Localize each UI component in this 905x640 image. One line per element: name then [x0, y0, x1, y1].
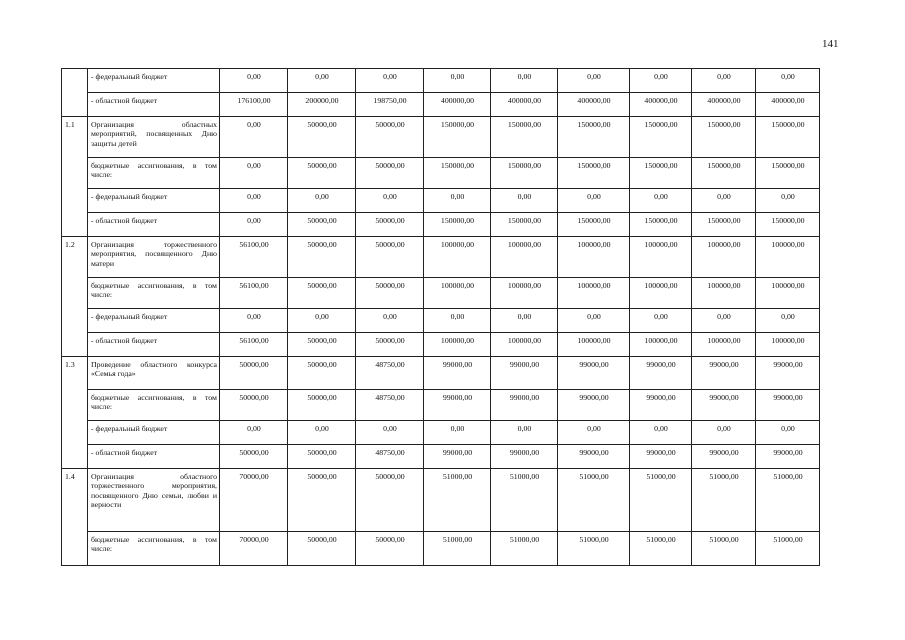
value-cell: 51000,00: [630, 532, 692, 566]
value-cell: 99000,00: [491, 390, 558, 421]
value-cell: 150000,00: [692, 213, 756, 237]
value-cell: 51000,00: [558, 469, 630, 532]
value-cell: 0,00: [424, 189, 491, 213]
value-cell: 0,00: [756, 189, 820, 213]
value-cell: 400000,00: [558, 93, 630, 117]
value-cell: 0,00: [756, 69, 820, 93]
value-cell: 48750,00: [356, 357, 424, 390]
description-cell: - областной бюджет: [88, 213, 220, 237]
value-cell: 400000,00: [630, 93, 692, 117]
value-cell: 56100,00: [220, 278, 288, 309]
value-cell: 0,00: [692, 309, 756, 333]
table-row: [62, 69, 820, 93]
value-cell: 0,00: [220, 69, 288, 93]
value-cell: 150000,00: [692, 117, 756, 158]
value-cell: 0,00: [424, 309, 491, 333]
value-cell: 150000,00: [756, 117, 820, 158]
row-index-cell: 1.3: [62, 357, 88, 469]
description-cell: - федеральный бюджет: [88, 421, 220, 445]
value-cell: 0,00: [558, 421, 630, 445]
value-cell: 99000,00: [756, 357, 820, 390]
value-cell: 50000,00: [356, 278, 424, 309]
value-cell: 0,00: [558, 309, 630, 333]
page-number: 141: [822, 38, 839, 50]
value-cell: 99000,00: [692, 390, 756, 421]
description-cell: - федеральный бюджет: [88, 309, 220, 333]
value-cell: 150000,00: [558, 117, 630, 158]
table-row: [62, 237, 820, 278]
value-cell: 100000,00: [692, 333, 756, 357]
value-cell: 0,00: [220, 309, 288, 333]
value-cell: 150000,00: [630, 158, 692, 189]
value-cell: 99000,00: [491, 445, 558, 469]
value-cell: 51000,00: [756, 469, 820, 532]
value-cell: 0,00: [491, 421, 558, 445]
value-cell: 0,00: [692, 189, 756, 213]
description-cell: Организация торжественного мероприятия, посвященного Дню матери: [88, 237, 220, 278]
value-cell: 51000,00: [424, 469, 491, 532]
value-cell: 150000,00: [491, 117, 558, 158]
row-index-cell: 1.4: [62, 469, 88, 566]
description-cell: бюджетные ассигнования, в том числе:: [88, 532, 220, 566]
value-cell: 56100,00: [220, 333, 288, 357]
row-index-cell: 1.1: [62, 117, 88, 237]
value-cell: 150000,00: [491, 158, 558, 189]
description-cell: - федеральный бюджет: [88, 189, 220, 213]
value-cell: 51000,00: [424, 532, 491, 566]
value-cell: 100000,00: [491, 333, 558, 357]
value-cell: 51000,00: [491, 532, 558, 566]
value-cell: 48750,00: [356, 390, 424, 421]
value-cell: 0,00: [630, 69, 692, 93]
value-cell: 150000,00: [491, 213, 558, 237]
value-cell: 400000,00: [424, 93, 491, 117]
value-cell: 0,00: [630, 189, 692, 213]
value-cell: 0,00: [424, 421, 491, 445]
value-cell: 0,00: [424, 69, 491, 93]
value-cell: 51000,00: [491, 469, 558, 532]
value-cell: 0,00: [356, 421, 424, 445]
value-cell: 0,00: [491, 309, 558, 333]
value-cell: 50000,00: [356, 532, 424, 566]
value-cell: 51000,00: [692, 532, 756, 566]
value-cell: 99000,00: [756, 390, 820, 421]
value-cell: 100000,00: [558, 278, 630, 309]
table-row: [62, 532, 820, 566]
value-cell: 0,00: [220, 158, 288, 189]
value-cell: 99000,00: [424, 357, 491, 390]
value-cell: 400000,00: [756, 93, 820, 117]
value-cell: 0,00: [288, 189, 356, 213]
value-cell: 100000,00: [424, 237, 491, 278]
value-cell: 100000,00: [424, 278, 491, 309]
value-cell: 100000,00: [630, 333, 692, 357]
value-cell: 100000,00: [558, 237, 630, 278]
value-cell: 150000,00: [558, 213, 630, 237]
value-cell: 0,00: [491, 189, 558, 213]
value-cell: 150000,00: [630, 213, 692, 237]
value-cell: 99000,00: [630, 390, 692, 421]
value-cell: 99000,00: [491, 357, 558, 390]
value-cell: 100000,00: [491, 278, 558, 309]
value-cell: 150000,00: [692, 158, 756, 189]
value-cell: 150000,00: [630, 117, 692, 158]
value-cell: 99000,00: [630, 357, 692, 390]
value-cell: 50000,00: [288, 213, 356, 237]
description-cell: - областной бюджет: [88, 445, 220, 469]
description-cell: - областной бюджет: [88, 333, 220, 357]
description-cell: Проведение областного конкурса «Семья года»: [88, 357, 220, 390]
value-cell: 100000,00: [756, 237, 820, 278]
table-row: [62, 278, 820, 309]
table-row: [62, 469, 820, 532]
row-index-cell: 1.2: [62, 237, 88, 357]
table-row: [62, 309, 820, 333]
value-cell: 400000,00: [491, 93, 558, 117]
value-cell: 70000,00: [220, 532, 288, 566]
table-row: [62, 93, 820, 117]
value-cell: 150000,00: [756, 158, 820, 189]
value-cell: 50000,00: [288, 532, 356, 566]
value-cell: 100000,00: [756, 333, 820, 357]
table-row: [62, 333, 820, 357]
value-cell: 99000,00: [630, 445, 692, 469]
value-cell: 48750,00: [356, 445, 424, 469]
value-cell: 100000,00: [491, 237, 558, 278]
table-row: [62, 421, 820, 445]
value-cell: 150000,00: [756, 213, 820, 237]
value-cell: 0,00: [356, 189, 424, 213]
value-cell: 50000,00: [356, 469, 424, 532]
value-cell: 50000,00: [356, 237, 424, 278]
value-cell: 50000,00: [356, 117, 424, 158]
value-cell: 51000,00: [558, 532, 630, 566]
value-cell: 0,00: [630, 421, 692, 445]
value-cell: 50000,00: [288, 333, 356, 357]
value-cell: 99000,00: [756, 445, 820, 469]
value-cell: 100000,00: [630, 278, 692, 309]
description-cell: - федеральный бюджет: [88, 69, 220, 93]
value-cell: 99000,00: [424, 445, 491, 469]
value-cell: 50000,00: [220, 445, 288, 469]
value-cell: 56100,00: [220, 237, 288, 278]
value-cell: 50000,00: [288, 117, 356, 158]
value-cell: 400000,00: [692, 93, 756, 117]
description-cell: бюджетные ассигнования, в том числе:: [88, 278, 220, 309]
table-row: [62, 390, 820, 421]
value-cell: 99000,00: [692, 445, 756, 469]
description-cell: бюджетные ассигнования, в том числе:: [88, 158, 220, 189]
value-cell: 100000,00: [692, 278, 756, 309]
row-index-cell: [62, 69, 88, 117]
value-cell: 0,00: [220, 117, 288, 158]
value-cell: 99000,00: [424, 390, 491, 421]
value-cell: 51000,00: [756, 532, 820, 566]
table-row: [62, 357, 820, 390]
value-cell: 50000,00: [288, 158, 356, 189]
value-cell: 50000,00: [356, 333, 424, 357]
budget-table: [61, 68, 820, 566]
value-cell: 0,00: [220, 189, 288, 213]
description-cell: бюджетные ассигнования, в том числе:: [88, 390, 220, 421]
value-cell: 70000,00: [220, 469, 288, 532]
value-cell: 50000,00: [288, 390, 356, 421]
value-cell: 0,00: [692, 69, 756, 93]
value-cell: 150000,00: [424, 158, 491, 189]
value-cell: 176100,00: [220, 93, 288, 117]
value-cell: 0,00: [356, 69, 424, 93]
value-cell: 100000,00: [756, 278, 820, 309]
table-row: [62, 158, 820, 189]
value-cell: 50000,00: [288, 357, 356, 390]
value-cell: 0,00: [630, 309, 692, 333]
value-cell: 100000,00: [424, 333, 491, 357]
value-cell: 150000,00: [424, 117, 491, 158]
value-cell: 0,00: [692, 421, 756, 445]
value-cell: 150000,00: [558, 158, 630, 189]
value-cell: 50000,00: [356, 213, 424, 237]
table-row: [62, 189, 820, 213]
value-cell: 0,00: [756, 421, 820, 445]
value-cell: 100000,00: [558, 333, 630, 357]
description-cell: Организация областного торжественного мероприятия, посвященного Дню семьи, любви и верности: [88, 469, 220, 532]
value-cell: 0,00: [288, 309, 356, 333]
value-cell: 50000,00: [288, 237, 356, 278]
value-cell: 51000,00: [630, 469, 692, 532]
value-cell: 198750,00: [356, 93, 424, 117]
description-cell: Организация областных мероприятий, посвященных Дню защиты детей: [88, 117, 220, 158]
table-row: [62, 445, 820, 469]
value-cell: 0,00: [558, 69, 630, 93]
value-cell: 0,00: [220, 213, 288, 237]
value-cell: 150000,00: [424, 213, 491, 237]
value-cell: 99000,00: [692, 357, 756, 390]
table-body: [62, 69, 820, 566]
value-cell: 200000,00: [288, 93, 356, 117]
value-cell: 0,00: [356, 309, 424, 333]
value-cell: 99000,00: [558, 357, 630, 390]
value-cell: 50000,00: [220, 390, 288, 421]
value-cell: 50000,00: [220, 357, 288, 390]
value-cell: 51000,00: [692, 469, 756, 532]
value-cell: 50000,00: [288, 445, 356, 469]
value-cell: 0,00: [756, 309, 820, 333]
table-row: [62, 117, 820, 158]
value-cell: 50000,00: [356, 158, 424, 189]
value-cell: 100000,00: [630, 237, 692, 278]
value-cell: 100000,00: [692, 237, 756, 278]
value-cell: 0,00: [220, 421, 288, 445]
table-row: [62, 213, 820, 237]
value-cell: 50000,00: [288, 278, 356, 309]
value-cell: 0,00: [491, 69, 558, 93]
value-cell: 50000,00: [288, 469, 356, 532]
value-cell: 99000,00: [558, 445, 630, 469]
value-cell: 0,00: [288, 421, 356, 445]
value-cell: 99000,00: [558, 390, 630, 421]
value-cell: 0,00: [558, 189, 630, 213]
description-cell: - областной бюджет: [88, 93, 220, 117]
value-cell: 0,00: [288, 69, 356, 93]
